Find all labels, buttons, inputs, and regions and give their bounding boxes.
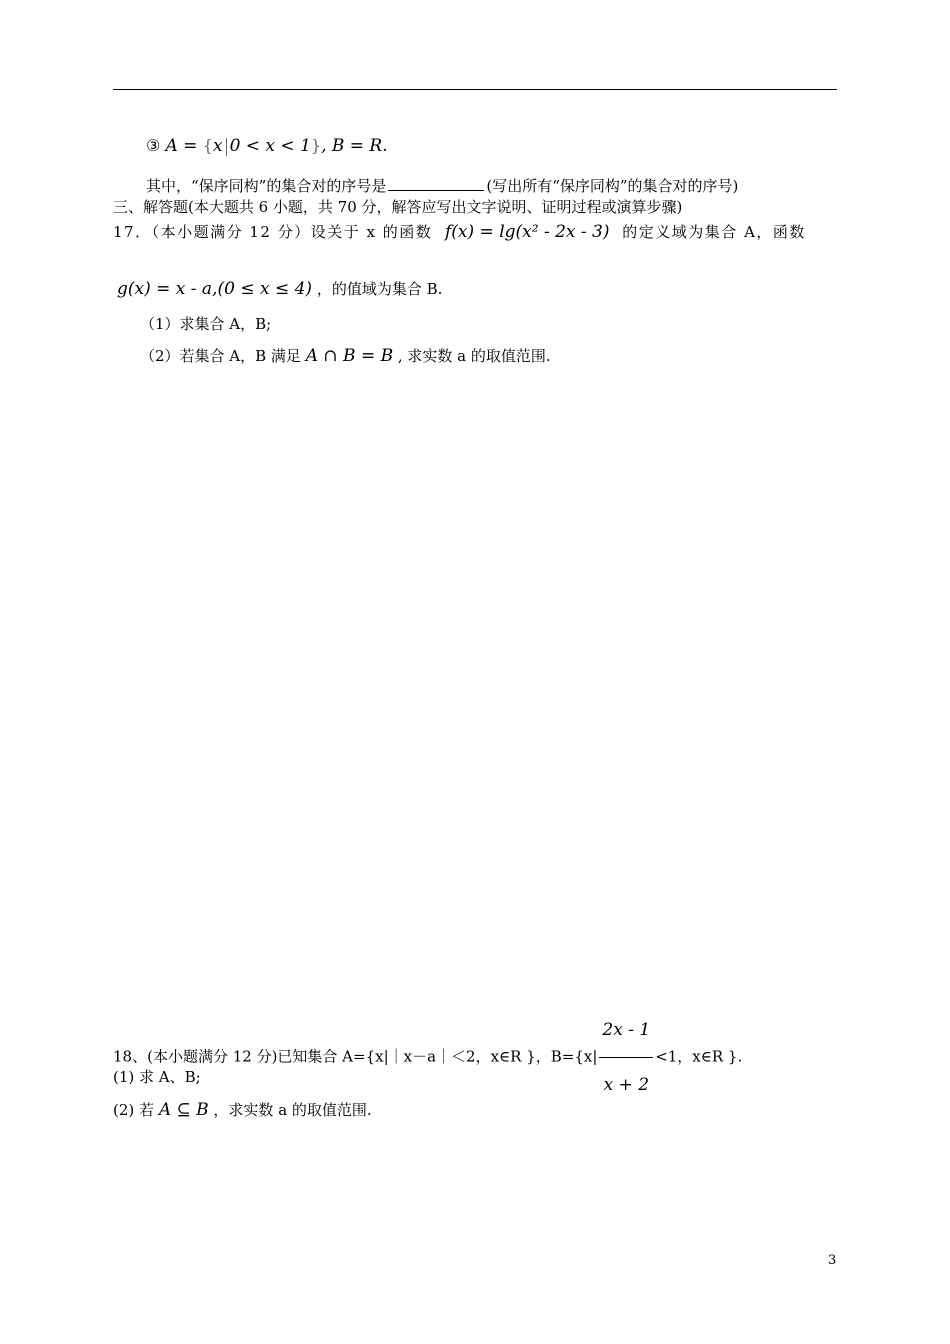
q18-intro: 18、(本小题满分 12 分)已知集合 A={x|｜x－a｜＜2，x∈R }，B={x| — [113, 1047, 598, 1066]
item-3-formula-a: A = — [165, 136, 203, 156]
q17-gx-tail: ，的值域为集合 B. — [316, 280, 443, 298]
q18-fraction-denominator: x + 2 — [603, 1075, 650, 1095]
q17-part-1: （1）求集合 A，B; — [140, 315, 272, 333]
q17-part-2 — [140, 346, 551, 366]
q17-intro-line — [113, 222, 806, 242]
q18-fraction — [599, 1005, 653, 1110]
q18-part-1: (1) 求 A、B; — [113, 1068, 201, 1086]
q17-part-2-b: , 求实数 a 的取值范围. — [397, 347, 551, 365]
q17-fx-formula: f(x) = lg(x² - 2x - 3) — [445, 222, 610, 242]
q18-part-2-a: (2) 若 — [113, 1101, 155, 1119]
q17-gx-formula: g(x) = x - a,(0 ≤ x ≤ 4) — [117, 279, 313, 299]
set-close-brace: } — [310, 136, 322, 155]
q18-fraction-numerator: 2x - 1 — [599, 1005, 653, 1058]
answer-blank[interactable] — [388, 176, 484, 191]
answer-line — [146, 176, 738, 196]
section-3-title: 三、解答题(本大题共 6 小题，共 70 分，解答应写出文字说明、证明过程或演算步骤) — [113, 198, 683, 216]
q18-part-2-formula: A ⊆ B — [158, 1100, 209, 1120]
q18-part-2-b: ，求实数 a 的取值范围. — [213, 1101, 372, 1119]
set-bar — [226, 138, 227, 156]
q17-intro-tail: 的定义域为集合 A，函数 — [622, 223, 806, 241]
q17-part-2-a: （2）若集合 A，B 满足 — [140, 347, 301, 365]
item-3-formula-b: , B = R. — [321, 136, 388, 156]
answer-prefix: 其中，“保序同构”的集合对的序号是 — [146, 177, 387, 195]
item-3 — [146, 136, 388, 156]
q18-intro-line — [113, 1005, 742, 1110]
set-condition: 0 < x < 1 — [229, 136, 311, 156]
header-rule — [113, 89, 837, 90]
set-open-brace: { — [202, 136, 213, 155]
q18-intro-tail: <1，x∈R }. — [655, 1047, 743, 1066]
answer-suffix: (写出所有“保序同构”的集合对的序号) — [486, 177, 739, 195]
q17-gx-line — [117, 279, 442, 299]
q17-intro: 17．（本小题满分 12 分）设关于 x 的函数 — [113, 223, 433, 241]
q17-part-2-formula: A ∩ B = B — [305, 346, 394, 366]
q18-part-2 — [113, 1100, 372, 1120]
item-3-label: ③ — [146, 136, 161, 155]
set-variable: x — [212, 136, 223, 156]
page-number: 3 — [828, 1253, 837, 1268]
